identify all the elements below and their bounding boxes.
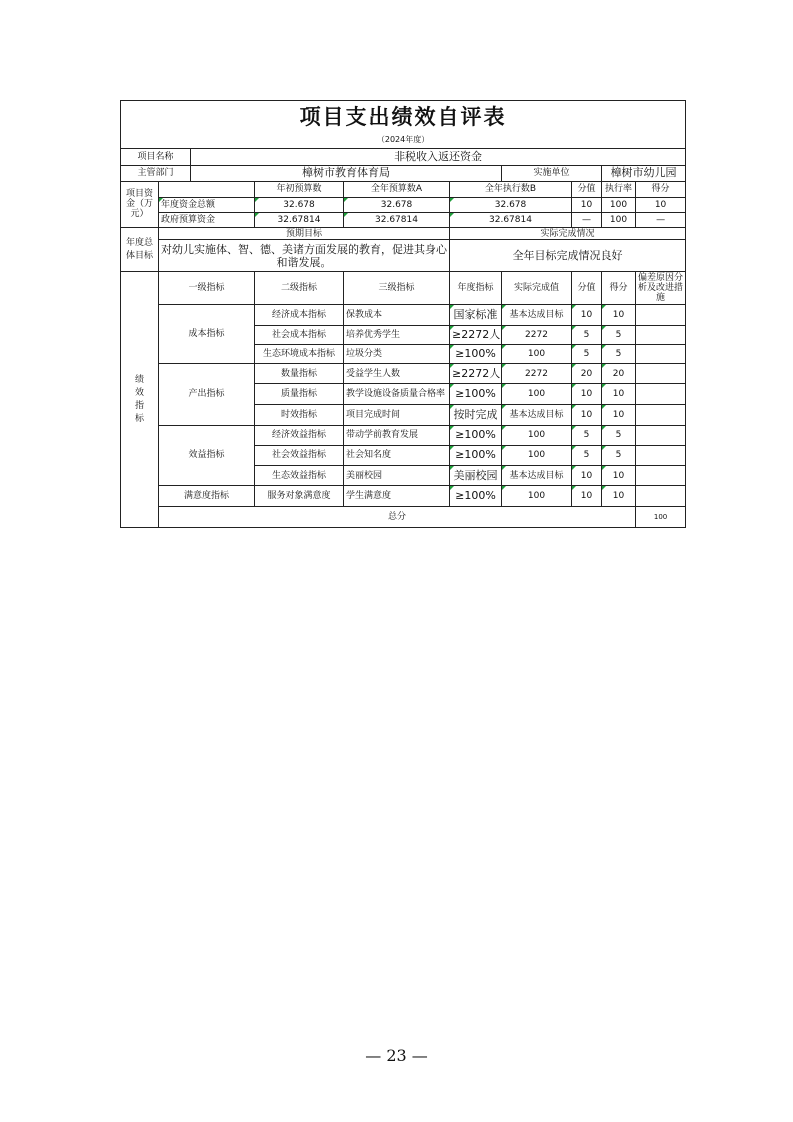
score: 5: [602, 325, 636, 344]
project-name-value: 非税收入返还资金: [191, 148, 686, 165]
level2-indicator: 服务对象满意度: [255, 486, 344, 506]
deviation-note: [636, 325, 686, 344]
level2-indicator: 社会成本指标: [255, 325, 344, 344]
actual-result-header: 实际完成情况: [450, 227, 686, 240]
department-label: 主管部门: [121, 165, 191, 181]
score: 5: [602, 425, 636, 445]
score: 10: [602, 305, 636, 325]
funds-header: 全年预算数A: [344, 181, 450, 197]
score: 10: [602, 384, 636, 405]
actual-value: 100: [502, 344, 572, 363]
deviation-note: [636, 384, 686, 405]
level3-indicator: 项目完成时间: [344, 405, 450, 425]
level2-indicator: 生态效益指标: [255, 466, 344, 486]
indicator-row: [121, 305, 686, 325]
deviation-note: [636, 305, 686, 325]
score-value: 10: [572, 384, 602, 405]
score-value: 5: [572, 445, 602, 465]
actual-value: 基本达成目标: [502, 405, 572, 425]
actual-value: 100: [502, 445, 572, 465]
score: 20: [602, 363, 636, 383]
funds-header-blank: [159, 181, 255, 197]
level2-indicator: 经济效益指标: [255, 425, 344, 445]
funds-cell: 32.678: [344, 197, 450, 212]
annual-target: 美丽校园: [450, 466, 502, 486]
score-value: 20: [572, 363, 602, 383]
funds-header: 年初预算数: [255, 181, 344, 197]
score: 10: [602, 405, 636, 425]
indicators-label: [121, 272, 159, 528]
funds-header: 全年执行数B: [450, 181, 572, 197]
annual-target: ≥100%: [450, 384, 502, 405]
funds-header: 执行率: [602, 181, 636, 197]
indicator-header: 得分: [602, 272, 636, 305]
level1-indicator: 满意度指标: [159, 486, 255, 506]
funds-cell: 10: [572, 197, 602, 212]
funds-cell: 32.678: [450, 197, 572, 212]
indicator-header: 一级指标: [159, 272, 255, 305]
score-value: 10: [572, 305, 602, 325]
indicator-header: 偏差原因分析及改进措施: [636, 272, 686, 305]
annual-target: ≥100%: [450, 344, 502, 363]
indicator-row: [121, 486, 686, 506]
project-name-label: 项目名称: [121, 148, 191, 165]
funds-row-label: 政府预算资金: [159, 212, 255, 227]
annual-target: ≥100%: [450, 445, 502, 465]
indicator-row: [121, 363, 686, 383]
page-number: — 23 —: [365, 1046, 428, 1065]
score-value: 10: [572, 486, 602, 506]
funds-header: 分值: [572, 181, 602, 197]
overall-goal-label: 年度总体目标: [121, 227, 159, 272]
level2-indicator: 社会效益指标: [255, 445, 344, 465]
level3-indicator: 教学设施设备质量合格率: [344, 384, 450, 405]
indicator-header: 三级指标: [344, 272, 450, 305]
deviation-note: [636, 363, 686, 383]
annual-target: 国家标准: [450, 305, 502, 325]
actual-value: 2272: [502, 363, 572, 383]
level1-indicator: 成本指标: [159, 305, 255, 364]
level1-indicator: 产出指标: [159, 363, 255, 425]
table-title: 项目支出绩效自评表: [121, 101, 686, 133]
actual-value: 100: [502, 384, 572, 405]
level1-indicator: 效益指标: [159, 425, 255, 486]
expected-goal-header: 预期目标: [159, 227, 450, 240]
funds-cell: —: [572, 212, 602, 227]
score: 5: [602, 445, 636, 465]
funds-cell: 10: [636, 197, 686, 212]
level3-indicator: 学生满意度: [344, 486, 450, 506]
actual-value: 2272: [502, 325, 572, 344]
level3-indicator: 垃圾分类: [344, 344, 450, 363]
deviation-note: [636, 486, 686, 506]
funds-cell: —: [636, 212, 686, 227]
actual-value: 基本达成目标: [502, 305, 572, 325]
deviation-note: [636, 445, 686, 465]
level2-indicator: 生态环境成本指标: [255, 344, 344, 363]
department-value: 樟树市教育体育局: [191, 165, 502, 181]
year-label: （2024年度）: [121, 132, 686, 148]
total-score-value: 100: [636, 506, 686, 527]
score: 5: [602, 344, 636, 363]
indicator-header: 实际完成值: [502, 272, 572, 305]
indicator-header: 年度指标: [450, 272, 502, 305]
score: 10: [602, 466, 636, 486]
level3-indicator: 社会知名度: [344, 445, 450, 465]
annual-target: ≥2272人: [450, 325, 502, 344]
score-value: 5: [572, 344, 602, 363]
funds-cell: 32.67814: [450, 212, 572, 227]
annual-target: ≥2272人: [450, 363, 502, 383]
annual-target: 按时完成: [450, 405, 502, 425]
annual-target: ≥100%: [450, 425, 502, 445]
score: 10: [602, 486, 636, 506]
funds-cell: 32.67814: [344, 212, 450, 227]
funds-cell: 100: [602, 197, 636, 212]
level2-indicator: 经济成本指标: [255, 305, 344, 325]
deviation-note: [636, 405, 686, 425]
level2-indicator: 时效指标: [255, 405, 344, 425]
indicator-header: 分值: [572, 272, 602, 305]
indicator-row: [121, 425, 686, 445]
actual-value: 100: [502, 425, 572, 445]
indicators-label-text: 绩效指标: [134, 374, 144, 424]
funds-label: 项目资金（万元）: [121, 181, 159, 227]
score-value: 10: [572, 405, 602, 425]
level3-indicator: 美丽校园: [344, 466, 450, 486]
deviation-note: [636, 466, 686, 486]
funds-cell: 32.678: [255, 197, 344, 212]
implementing-unit-value: 樟树市幼儿园: [602, 165, 686, 181]
annual-target: ≥100%: [450, 486, 502, 506]
total-label: 总分: [159, 506, 636, 527]
actual-value: 基本达成目标: [502, 466, 572, 486]
deviation-note: [636, 344, 686, 363]
indicator-header: 二级指标: [255, 272, 344, 305]
performance-self-evaluation-table: [120, 100, 686, 528]
implementing-unit-label: 实施单位: [502, 165, 602, 181]
score-value: 5: [572, 425, 602, 445]
level3-indicator: 带动学前教育发展: [344, 425, 450, 445]
expected-goal-text: 对幼儿实施体、智、德、美诸方面发展的教育，促进其身心和谐发展。: [159, 240, 450, 272]
level2-indicator: 数量指标: [255, 363, 344, 383]
score-value: 5: [572, 325, 602, 344]
level3-indicator: 保教成本: [344, 305, 450, 325]
level3-indicator: 培养优秀学生: [344, 325, 450, 344]
actual-result-text: 全年目标完成情况良好: [450, 240, 686, 272]
deviation-note: [636, 425, 686, 445]
funds-header: 得分: [636, 181, 686, 197]
funds-cell: 32.67814: [255, 212, 344, 227]
score-value: 10: [572, 466, 602, 486]
level2-indicator: 质量指标: [255, 384, 344, 405]
actual-value: 100: [502, 486, 572, 506]
funds-cell: 100: [602, 212, 636, 227]
funds-row-label: 年度资金总额: [159, 197, 255, 212]
level3-indicator: 受益学生人数: [344, 363, 450, 383]
